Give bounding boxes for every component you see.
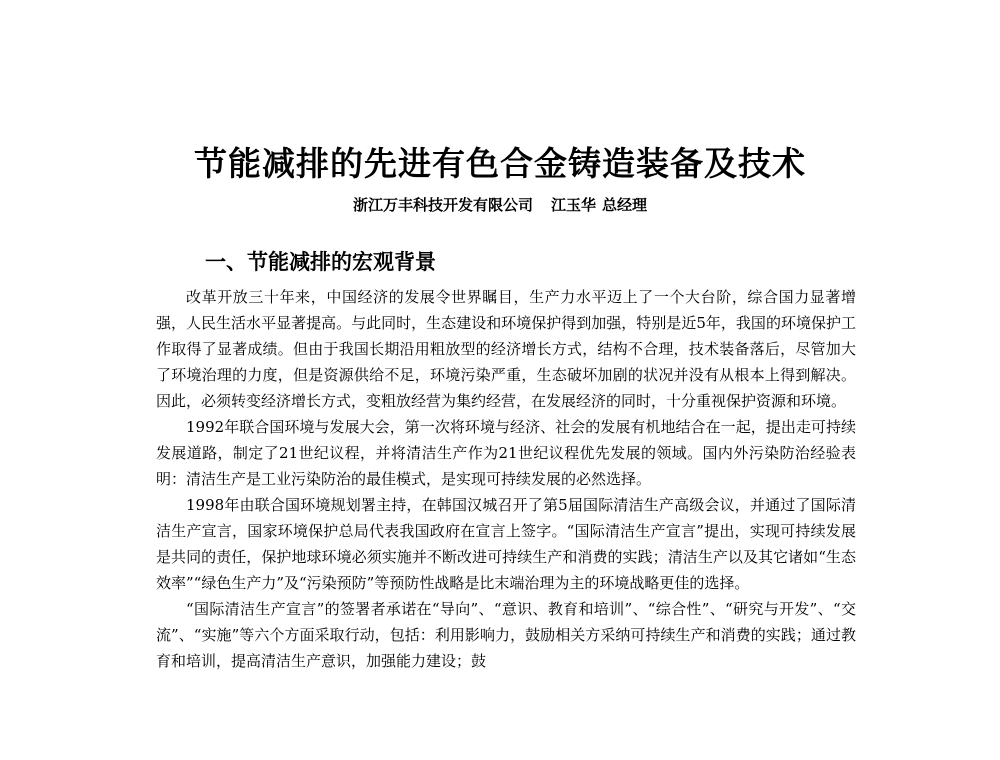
paragraph-4: “国际清洁生产宣言”的签署者承诺在“导向”、“意识、教育和培训”、“综合性”、“研究与开发”、“交流”、“实施”等六个方面采取行动，包括：利用影响力，鼓励相关方采纳可持续生产和消费的实践；通过教育和培训，提高清洁生产意识，加强能力建设；鼓 bbox=[156, 600, 856, 670]
section-heading: 一、节能减排的宏观背景 bbox=[205, 250, 436, 274]
section-body bbox=[156, 284, 856, 674]
byline-position: 总经理 bbox=[602, 196, 648, 214]
byline bbox=[0, 194, 1000, 215]
paragraph-3: 1998年由联合国环境规划署主持，在韩国汉城召开了第5届国际清洁生产高级会议，并通过了国际清洁生产宣言，国家环境保护总局代表我国政府在宣言上签字。“国际清洁生产宣言”提出，实现可持续发展是共同的责任，保护地球环境必须实施并不断改进可持续生产和消费的实践；清洁生产以及其它诸如“生态效率”“绿色生产力”及“污染预防”等预防性战略是比末端治理为主的环境战略更佳的选择。 bbox=[156, 496, 856, 592]
document-title: 节能减排的先进有色合金铸造装备及技术 bbox=[194, 144, 806, 183]
paragraph-1: 改革开放三十年来，中国经济的发展令世界瞩目，生产力水平迈上了一个大台阶，综合国力显著增强，人民生活水平显著提高。与此同时，生态建设和环境保护得到加强，特别是近5年，我国的环境保护工作取得了显著成绩。但由于我国长期沿用粗放型的经济增长方式，结构不合理，技术装备落后，尽管加大了环境治理的力度，但是资源供给不足，环境污染严重，生态破坏加剧的状况并没有从根本上得到解决。因此，必须转变经济增长方式，变粗放经营为集约经营，在发展经济的同时，十分重视保护资源和环境。 bbox=[156, 288, 856, 410]
byline-author: 江玉华 bbox=[550, 196, 596, 214]
byline-company: 浙江万丰科技开发有限公司 bbox=[352, 196, 533, 214]
paragraph-2: 1992年联合国环境与发展大会，第一次将环境与经济、社会的发展有机地结合在一起，提出走可持续发展道路，制定了21世纪议程，并将清洁生产作为21世纪议程优先发展的领域。国内外污染防治经验表明：清洁生产是工业污染防治的最佳模式，是实现可持续发展的必然选择。 bbox=[156, 418, 856, 488]
